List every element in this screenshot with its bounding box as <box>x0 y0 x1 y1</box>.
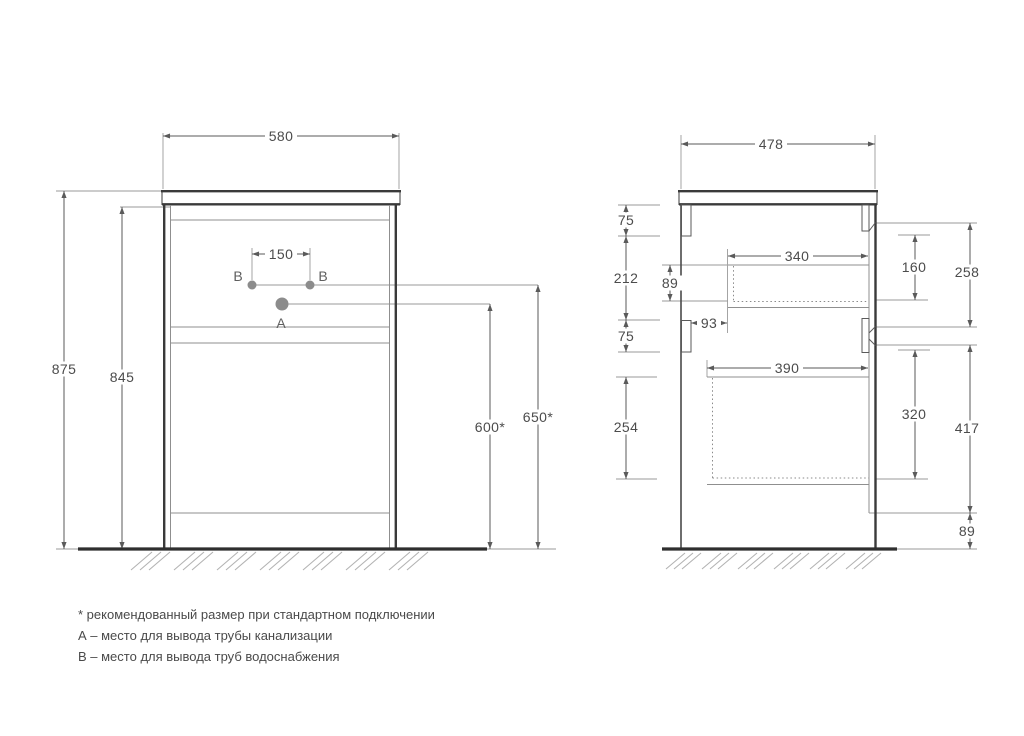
dim-overall-height <box>48 191 80 549</box>
dim-upper-drawer-inner-height <box>898 235 930 300</box>
supply-hole-left <box>248 281 257 290</box>
svg-text:150: 150 <box>268 246 294 262</box>
svg-text:390: 390 <box>774 360 800 376</box>
dim-drain-height <box>470 304 510 549</box>
dim-lower-drawer-depth <box>707 360 868 376</box>
dim-mid-rail-height <box>614 320 638 352</box>
footnote-marker-a: А – место для вывода трубы канализации <box>78 628 333 643</box>
ground-hatching-side <box>666 553 881 569</box>
footnote-recommended-size: * рекомендованный размер при стандартном подключении <box>78 607 435 622</box>
footnote-marker-b: В – место для вывода труб водоснабжения <box>78 649 340 664</box>
front-cabinet-structure <box>161 191 401 551</box>
svg-text:212: 212 <box>613 270 639 286</box>
drain-hole <box>276 298 289 311</box>
svg-text:875: 875 <box>51 361 77 377</box>
marker-b-right: В <box>318 268 328 284</box>
svg-text:254: 254 <box>613 419 639 435</box>
back-rail-mid <box>682 321 692 353</box>
countertop-front <box>162 191 400 205</box>
dim-back-gap <box>691 315 727 331</box>
dim-top-depth <box>681 136 875 152</box>
svg-text:89: 89 <box>958 523 976 539</box>
dim-floor-clearance <box>955 513 979 549</box>
svg-text:478: 478 <box>758 136 784 152</box>
svg-text:93: 93 <box>700 315 718 331</box>
dim-top-width <box>163 128 399 144</box>
front-rail-mid <box>862 319 869 353</box>
ground-hatching-front <box>131 552 428 570</box>
footnotes <box>78 604 435 667</box>
countertop-side <box>679 191 877 205</box>
svg-text:580: 580 <box>268 128 294 144</box>
dim-lower-back-height <box>610 377 642 479</box>
supply-hole-right <box>306 281 315 290</box>
dim-cabinet-height <box>106 207 138 549</box>
dim-supply-height <box>518 285 558 549</box>
svg-text:650*: 650* <box>522 409 554 425</box>
mounting-points <box>233 268 327 331</box>
dim-lower-drawer-inner-height <box>898 350 930 479</box>
svg-text:89: 89 <box>661 275 679 291</box>
side-view <box>610 135 983 569</box>
svg-text:75: 75 <box>617 212 635 228</box>
svg-text:417: 417 <box>954 420 980 436</box>
svg-text:75: 75 <box>617 328 635 344</box>
lower-drawer-box <box>707 377 869 485</box>
svg-text:340: 340 <box>784 248 810 264</box>
svg-text:320: 320 <box>901 406 927 422</box>
svg-text:845: 845 <box>109 369 135 385</box>
marker-a: А <box>276 315 286 331</box>
dim-lower-front-height <box>951 345 983 513</box>
svg-text:258: 258 <box>954 264 980 280</box>
front-view <box>48 128 558 570</box>
back-rail-top <box>682 205 692 236</box>
svg-text:160: 160 <box>901 259 927 275</box>
front-rail-top <box>862 205 869 231</box>
dim-upper-drawer-depth <box>728 248 868 264</box>
svg-text:600*: 600* <box>474 419 506 435</box>
dim-upper-back-height <box>610 236 642 320</box>
dim-top-rail-height <box>614 205 638 236</box>
dim-hole-spacing <box>252 246 310 262</box>
ground-side <box>662 549 897 569</box>
upper-drawer-box <box>728 265 869 308</box>
dim-upper-front-height <box>951 223 983 327</box>
dim-upper-drawer-side-height <box>658 265 682 301</box>
ground-front <box>78 549 487 570</box>
marker-b-left: В <box>233 268 243 284</box>
